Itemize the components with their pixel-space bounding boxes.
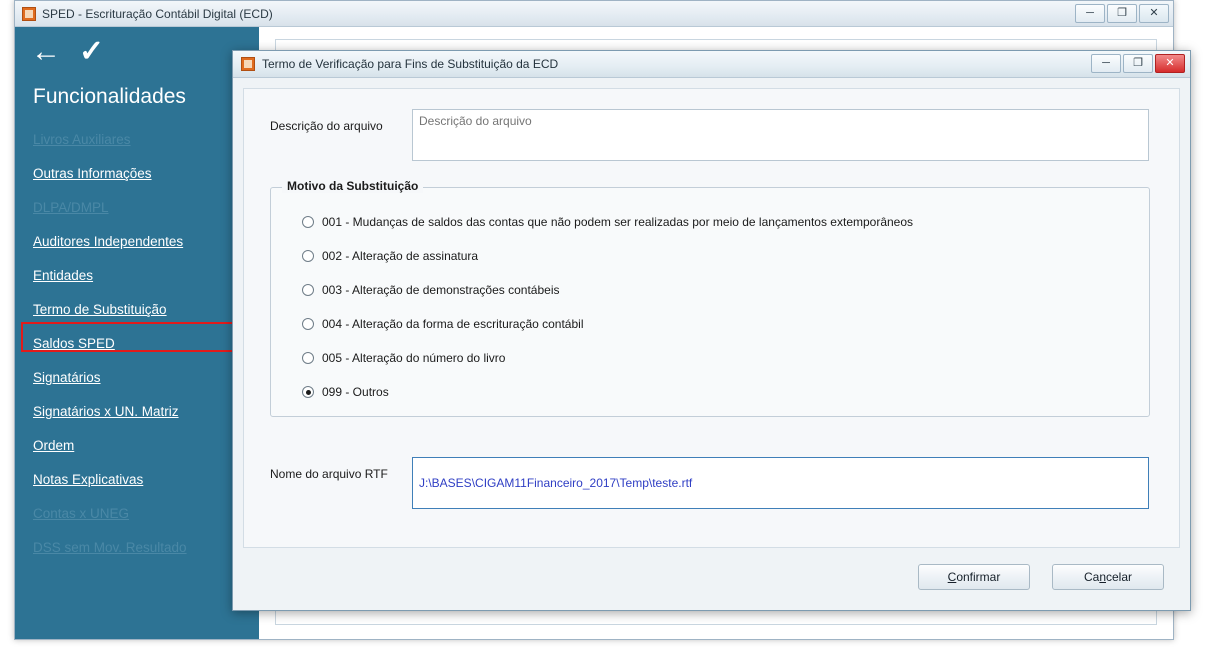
descricao-arquivo-label: Descrição do arquivo [270,119,383,133]
radio-icon[interactable] [302,216,314,228]
sidebar-item-auditores-independentes[interactable]: Auditores Independentes [33,234,184,249]
radio-label: 099 - Outros [322,385,389,399]
radio-label: 003 - Alteração de demonstrações contábeis [322,283,560,297]
cancel-button[interactable]: Cancelar [1052,564,1164,590]
sped-app-icon [241,57,255,71]
sidebar [15,27,259,639]
check-icon[interactable]: ✓ [79,35,105,68]
back-arrow-icon[interactable]: ← [31,35,61,68]
confirm-button[interactable]: Confirmar [918,564,1030,590]
radio-icon[interactable] [302,250,314,262]
sidebar-item-livros-auxiliares[interactable]: Livros Auxiliares [33,132,131,147]
radio-icon[interactable] [302,284,314,296]
descricao-arquivo-input[interactable] [412,109,1149,161]
sidebar-item-ordem[interactable]: Ordem [33,438,75,453]
radio-option-002[interactable] [302,249,478,263]
main-window-controls [1075,4,1169,23]
radio-option-099[interactable] [302,385,389,399]
radio-label: 005 - Alteração do número do livro [322,351,506,365]
dialog-maximize-button[interactable]: ❐ [1123,54,1153,73]
radio-icon[interactable] [302,386,314,398]
maximize-button[interactable]: ❐ [1107,4,1137,23]
radio-option-004[interactable] [302,317,583,331]
radio-label: 001 - Mudanças de saldos das contas que não podem ser realizadas por meio de lançamentos extemporâneos [322,215,914,229]
sidebar-item-notas-explicativas[interactable]: Notas Explicativas [33,472,144,487]
radio-label: 004 - Alteração da forma de escrituração contábil [322,317,584,331]
dialog-titlebar[interactable] [233,51,1190,78]
sidebar-item-saldos-sped[interactable]: Saldos SPED [33,336,115,351]
dialog-minimize-button[interactable]: ─ [1091,54,1121,73]
radio-icon[interactable] [302,318,314,330]
radio-label: 002 - Alteração de assinatura [322,249,479,263]
sidebar-item-dlpa-dmpl[interactable]: DLPA/DMPL [33,200,109,215]
radio-icon[interactable] [302,352,314,364]
nome-arquivo-rtf-label: Nome do arquivo RTF [270,467,388,481]
sidebar-item-outras-informacoes[interactable]: Outras Informações [33,166,152,181]
dialog-close-button[interactable]: ✕ [1155,54,1185,73]
radio-option-005[interactable] [302,351,505,365]
sidebar-item-signatarios-x-un-matriz[interactable]: Signatários x UN. Matriz [33,404,179,419]
minimize-button[interactable]: ─ [1075,4,1105,23]
radio-option-001[interactable] [302,215,913,229]
nome-arquivo-rtf-input[interactable] [412,457,1149,509]
dialog-body [243,88,1180,548]
sidebar-item-dss-sem-mov-resultado[interactable]: DSS sem Mov. Resultado [33,540,187,555]
sidebar-item-signatarios[interactable]: Signatários [33,370,101,385]
dialog-window-controls [1091,54,1185,73]
sped-app-icon [22,7,36,21]
dialog-title: Termo de Verificação para Fins de Substituição da ECD [262,57,559,71]
sidebar-toolbar [15,27,259,77]
main-window-title: SPED - Escrituração Contábil Digital (ECD) [42,6,273,21]
sidebar-item-contas-x-uneg[interactable]: Contas x UNEG [33,506,130,521]
main-window-titlebar[interactable] [15,1,1173,27]
sidebar-item-termo-de-substituicao[interactable]: Termo de Substituição [33,302,167,317]
sidebar-item-entidades[interactable]: Entidades [33,268,94,283]
motivo-substituicao-legend: Motivo da Substituição [282,179,423,193]
sidebar-title: Funcionalidades [33,85,186,108]
close-button[interactable]: ✕ [1139,4,1169,23]
radio-option-003[interactable] [302,283,559,297]
substitution-dialog [232,50,1191,611]
